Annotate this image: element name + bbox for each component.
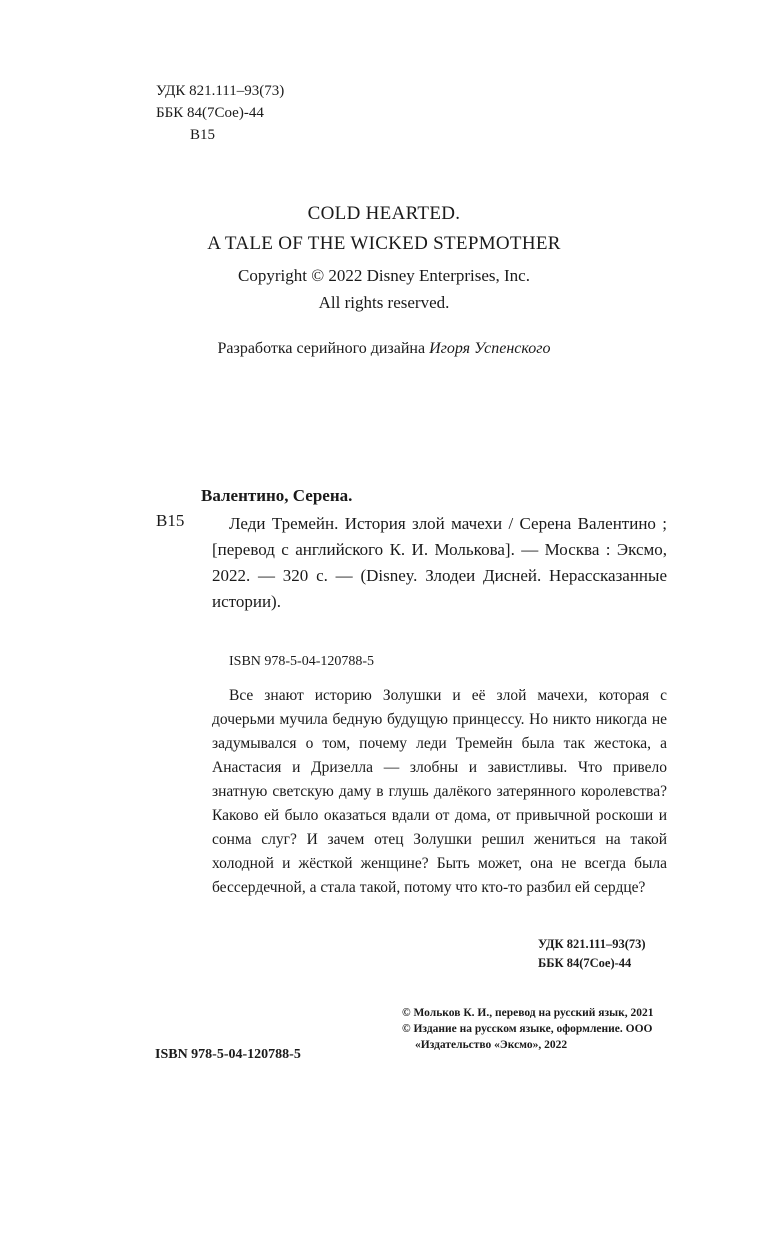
footer-bbk: ББК 84(7Сое)-44 bbox=[538, 956, 632, 970]
header-codes bbox=[156, 80, 284, 146]
original-title-line2: A TALE OF THE WICKED STEPMOTHER bbox=[207, 233, 561, 254]
bibliographic-author: Валентино, Серена. bbox=[201, 486, 353, 505]
designer-name: Игоря Успенского bbox=[429, 340, 551, 357]
bibliographic-mark: В15 bbox=[156, 511, 185, 530]
copyright-publisher: © Издание на русском языке, оформление. ООО «Издательство «Эксмо», 2022 bbox=[402, 1023, 653, 1051]
copyright-notices bbox=[402, 1005, 667, 1053]
annotation bbox=[212, 684, 667, 900]
footer-codes bbox=[538, 935, 646, 973]
rights-line: All rights reserved. bbox=[318, 293, 450, 312]
footer-udk: УДК 821.111–93(73) bbox=[538, 937, 646, 951]
udk-code: УДК 821.111–93(73) bbox=[156, 83, 285, 99]
annotation-text: Все знают историю Золушки и её злой мачехи, которая с дочерьми мучила бедную будущую принцессу. Но никто никогда не задумывался о том, почему леди Тремейн была так жестока, а Анастасия и Дризелла — злобны и завистливы. Что привело знатную светскую даму в глушь далёкого затерянного королевства? Каково ей было оказаться вдали от дома, от привычной роскоши и сонма слуг? И зачем отец Золушки решил жениться на такой холодной и жёсткой женщине? Быть может, она не всегда была бессердечной, а стала такой, потому что кто-то разбил ей сердце? bbox=[212, 687, 667, 896]
copyright-translator: © Мольков К. И., перевод на русский язык, 2021 bbox=[402, 1007, 654, 1019]
bibliographic-description: Леди Тремейн. История злой мачехи / Серена Валентино ; [перевод с английского К. И. Молькова]. — Москва : Эксмо, 2022. — 320 с. — (Disney. Злодеи Дисней. Нерассказанные истории). bbox=[212, 514, 667, 611]
author-mark: В15 bbox=[190, 127, 216, 143]
series-design-credit bbox=[0, 340, 768, 358]
isbn-inline: ISBN 978-5-04-120788-5 bbox=[229, 654, 375, 669]
bbk-code: ББК 84(7Сое)-44 bbox=[156, 105, 264, 121]
isbn-footer: ISBN 978-5-04-120788-5 bbox=[155, 1047, 301, 1062]
copyright-line: Copyright © 2022 Disney Enterprises, Inc. bbox=[238, 266, 530, 285]
design-prefix: Разработка серийного дизайна bbox=[217, 340, 430, 357]
original-title-line1: COLD HEARTED. bbox=[307, 203, 461, 224]
